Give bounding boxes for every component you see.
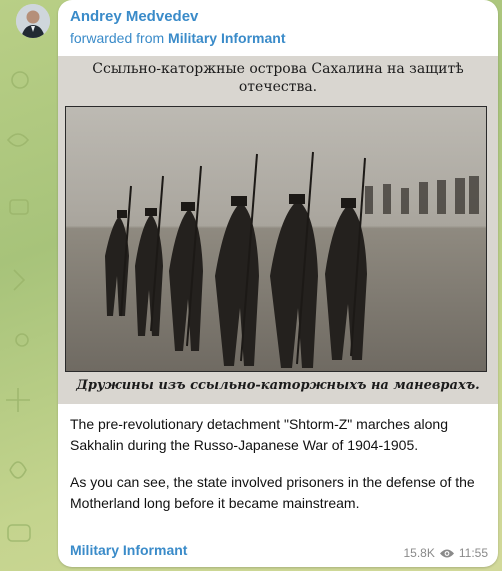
message-meta: [404, 546, 489, 560]
forwarded-from: [70, 30, 286, 46]
sender-avatar[interactable]: [16, 4, 50, 38]
channel-link[interactable]: Military Informant: [70, 542, 188, 558]
sender-name[interactable]: Andrey Medvedev: [70, 8, 199, 25]
avatar-portrait: [16, 4, 50, 38]
post-photo[interactable]: [58, 56, 498, 404]
photo-headline-line-2: отечества.: [238, 79, 318, 95]
forwarded-prefix: forwarded from: [70, 30, 165, 46]
photo-headline-line-1: Ссыльно-каторжные острова Сахалина на защитѣ: [92, 61, 464, 77]
message-text: [70, 414, 486, 530]
photo-headline: [58, 60, 498, 96]
forwarded-source-link[interactable]: Military Informant: [168, 30, 286, 46]
message-bubble: [58, 0, 498, 567]
photo-image: [65, 106, 487, 372]
eye-icon: [439, 548, 455, 559]
message-time: 11:55: [458, 546, 488, 560]
message-paragraph-1: The pre-revolutionary detachment "Shtorm-Z" marches along Sakhalin during the Russo-Japanese War of 1904-1905.: [70, 416, 448, 453]
message-paragraph-2: As you can see, the state involved prisoners in the defense of the Motherland long before it became mainstream.: [70, 474, 475, 511]
view-count: 15.8K: [403, 546, 435, 560]
photo-caption: Дружины изъ ссыльно-каторжныхъ на маневрахъ.: [76, 378, 480, 393]
